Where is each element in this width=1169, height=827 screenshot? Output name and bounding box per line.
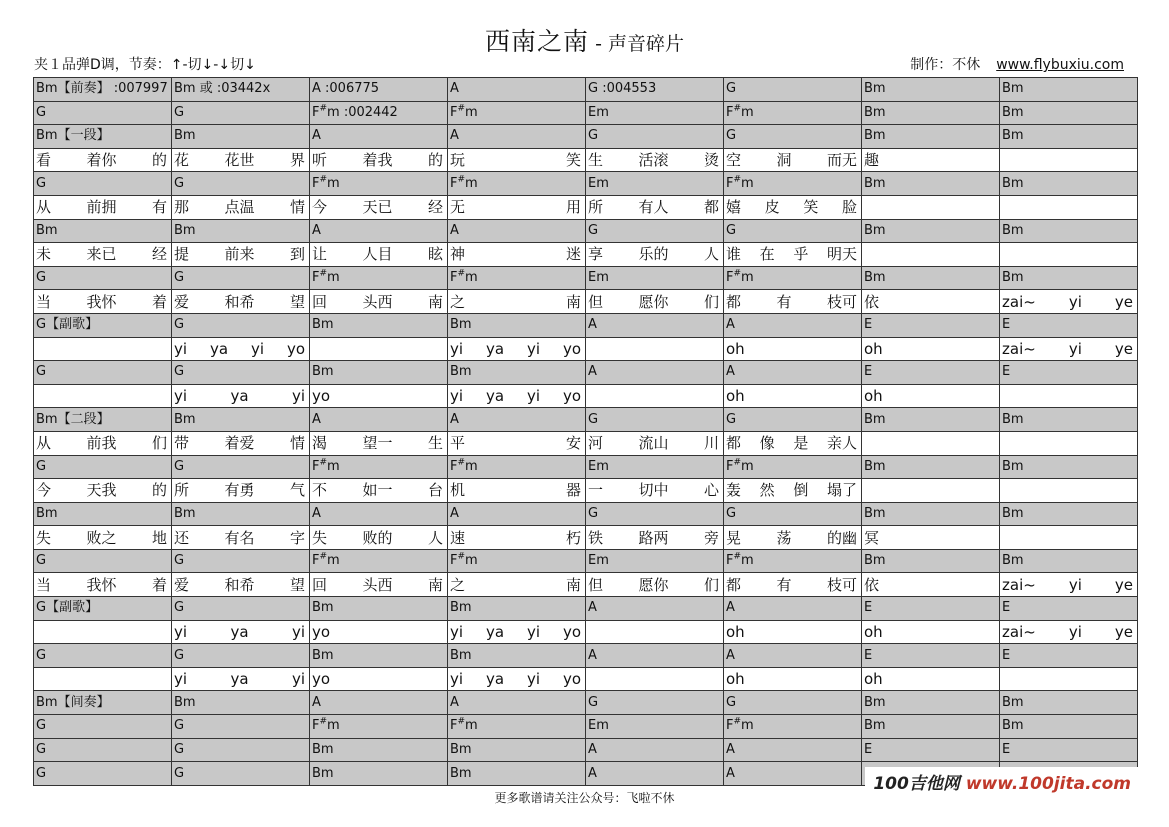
chord-cell: G xyxy=(34,172,172,196)
lyric-cell xyxy=(1000,526,1138,550)
chord-cell: A xyxy=(448,502,586,526)
chord-cell: G xyxy=(34,101,172,125)
lyric-cell xyxy=(586,337,724,361)
lyric-row xyxy=(34,195,1138,219)
chord-cell: Bm【前奏】 :007997 xyxy=(34,78,172,102)
lyric-cell: 空 洞 而无 xyxy=(724,148,862,172)
chord-cell: G xyxy=(172,762,310,786)
chord-cell: Bm xyxy=(34,502,172,526)
chord-cell: Bm【间奏】 xyxy=(34,691,172,715)
chord-cell: Bm xyxy=(862,455,1000,479)
chord-cell: Em xyxy=(586,101,724,125)
lyric-cell xyxy=(1000,431,1138,455)
chord-cell: Bm xyxy=(172,219,310,243)
chord-cell: F#m xyxy=(310,549,448,573)
lyric-cell: 看 着你 的 xyxy=(34,148,172,172)
lyric-cell: 不 如一 台 xyxy=(310,479,448,503)
lyric-cell xyxy=(1000,479,1138,503)
chord-cell: Bm xyxy=(1000,101,1138,125)
lyric-cell: 机 器 xyxy=(448,479,586,503)
lyric-cell: 嬉 皮 笑 脸 xyxy=(724,195,862,219)
lyric-cell: 谁 在 乎 明天 xyxy=(724,243,862,267)
lyric-cell: 晃 荡 的幽 xyxy=(724,526,862,550)
chord-cell: Bm xyxy=(862,408,1000,432)
lyric-cell: 今 天我 的 xyxy=(34,479,172,503)
chord-cell: A xyxy=(724,361,862,385)
lyric-cell xyxy=(586,384,724,408)
chord-row xyxy=(34,361,1138,385)
chord-cell: E xyxy=(1000,597,1138,621)
lyric-cell: oh xyxy=(862,384,1000,408)
chord-cell: G xyxy=(724,78,862,102)
chord-cell: A xyxy=(586,644,724,668)
lyric-cell: 铁 路两 旁 xyxy=(586,526,724,550)
lyric-cell: 但 愿你 们 xyxy=(586,290,724,314)
chord-cell: Bm xyxy=(448,738,586,762)
lyric-cell: yi ya yi yo xyxy=(448,667,586,691)
lyric-cell: 都 像 是 亲人 xyxy=(724,431,862,455)
lyric-cell: 一 切中 心 xyxy=(586,479,724,503)
chord-row xyxy=(34,715,1138,739)
lyric-cell: yi ya yi xyxy=(172,667,310,691)
chord-cell: A xyxy=(448,408,586,432)
chord-cell: F#m xyxy=(310,455,448,479)
chord-cell: G xyxy=(34,361,172,385)
lyric-cell xyxy=(1000,148,1138,172)
chord-cell: E xyxy=(1000,644,1138,668)
chord-cell: G xyxy=(586,125,724,149)
chord-cell: Bm xyxy=(862,125,1000,149)
chord-cell: F#m xyxy=(310,172,448,196)
chord-cell: G【副歌】 xyxy=(34,597,172,621)
chord-row xyxy=(34,313,1138,337)
lyric-cell: 从 前拥 有 xyxy=(34,195,172,219)
lyric-cell xyxy=(1000,667,1138,691)
lyric-cell: 带 着爱 情 xyxy=(172,431,310,455)
lyric-cell: 花 花世 界 xyxy=(172,148,310,172)
credits xyxy=(910,54,1124,74)
lyric-cell: 当 我怀 着 xyxy=(34,573,172,597)
chord-cell: Bm xyxy=(310,361,448,385)
chord-sheet-table xyxy=(33,77,1138,786)
chord-cell: F#m xyxy=(724,172,862,196)
lyric-cell xyxy=(862,431,1000,455)
chord-cell: Bm xyxy=(448,313,586,337)
chord-cell: Bm xyxy=(172,125,310,149)
lyric-row xyxy=(34,573,1138,597)
lyric-cell: oh xyxy=(724,337,862,361)
lyric-row xyxy=(34,431,1138,455)
lyric-cell: 冥 xyxy=(862,526,1000,550)
lyric-cell: 还 有名 字 xyxy=(172,526,310,550)
chord-cell: F#m xyxy=(724,715,862,739)
chord-cell: A xyxy=(724,597,862,621)
capo-rhythm-note: 夹１品弹D调，节奏：↑-切↓-↓切↓ xyxy=(34,57,256,73)
chord-cell: G xyxy=(34,644,172,668)
chord-row xyxy=(34,738,1138,762)
chord-cell: Bm xyxy=(862,549,1000,573)
chord-cell: G xyxy=(34,455,172,479)
lyric-cell: 神 迷 xyxy=(448,243,586,267)
chord-cell: E xyxy=(1000,361,1138,385)
chord-cell: G xyxy=(172,101,310,125)
chord-cell: G xyxy=(172,738,310,762)
chord-cell: F#m xyxy=(724,549,862,573)
lyric-cell: yi ya yi yo xyxy=(448,620,586,644)
chord-cell: Em xyxy=(586,549,724,573)
chord-cell: Bm xyxy=(310,644,448,668)
chord-cell: G xyxy=(724,219,862,243)
chord-cell: Em xyxy=(586,715,724,739)
lyric-cell: 享 乐的 人 xyxy=(586,243,724,267)
chord-cell: A :006775 xyxy=(310,78,448,102)
chord-cell: F#m :002442 xyxy=(310,101,448,125)
footer-note: 更多歌谱请关注公众号：飞啦不休 xyxy=(494,791,675,805)
chord-cell: Bm xyxy=(1000,408,1138,432)
chord-sheet-body xyxy=(34,78,1138,786)
chord-cell: F#m xyxy=(448,172,586,196)
chord-cell: A xyxy=(586,762,724,786)
chord-cell: Bm xyxy=(172,408,310,432)
lyric-cell: 生 活滚 烫 xyxy=(586,148,724,172)
chord-cell: A xyxy=(586,313,724,337)
lyric-cell: yi ya yi xyxy=(172,384,310,408)
chord-cell: Bm xyxy=(862,172,1000,196)
chord-cell: E xyxy=(1000,313,1138,337)
lyric-row xyxy=(34,148,1138,172)
chord-cell: G xyxy=(586,691,724,715)
chord-cell: A xyxy=(310,691,448,715)
chord-cell: A xyxy=(310,219,448,243)
chord-cell: G xyxy=(172,266,310,290)
chord-cell: Bm xyxy=(448,597,586,621)
chord-cell: Bm xyxy=(310,313,448,337)
lyric-cell: 依 xyxy=(862,573,1000,597)
song-title xyxy=(0,22,1169,58)
song-artist: - 声音碎片 xyxy=(589,33,684,55)
chord-cell: A xyxy=(310,408,448,432)
chord-cell: A xyxy=(586,738,724,762)
chord-cell: A xyxy=(586,597,724,621)
lyric-row xyxy=(34,479,1138,503)
chord-row xyxy=(34,266,1138,290)
song-title-main: 西南之南 xyxy=(485,27,590,56)
chord-cell: G xyxy=(172,597,310,621)
lyric-cell: 提 前来 到 xyxy=(172,243,310,267)
lyric-cell: yi ya yi xyxy=(172,620,310,644)
lyric-row xyxy=(34,384,1138,408)
chord-cell: Bm xyxy=(1000,715,1138,739)
lyric-cell: 玩 笑 xyxy=(448,148,586,172)
lyric-cell: yo xyxy=(310,620,448,644)
chord-cell: G xyxy=(586,502,724,526)
chord-cell: A xyxy=(724,762,862,786)
chord-row xyxy=(34,219,1138,243)
lyric-cell: zai~ yi ye xyxy=(1000,290,1138,314)
chord-row xyxy=(34,644,1138,668)
lyric-cell xyxy=(1000,384,1138,408)
chord-row xyxy=(34,101,1138,125)
chord-cell: Em xyxy=(586,172,724,196)
chord-cell: Em xyxy=(586,266,724,290)
lyric-cell: 平 安 xyxy=(448,431,586,455)
chord-cell: G xyxy=(724,408,862,432)
chord-cell: A xyxy=(310,125,448,149)
chord-row xyxy=(34,125,1138,149)
chord-cell: G【副歌】 xyxy=(34,313,172,337)
lyric-cell: zai~ yi ye xyxy=(1000,620,1138,644)
chord-cell: Bm xyxy=(1000,502,1138,526)
lyric-cell: oh xyxy=(862,337,1000,361)
chord-cell: Bm xyxy=(862,691,1000,715)
chord-cell: G xyxy=(172,549,310,573)
chord-cell: A xyxy=(724,644,862,668)
chord-cell: G xyxy=(586,219,724,243)
lyric-cell xyxy=(1000,243,1138,267)
lyric-row xyxy=(34,526,1138,550)
chord-cell: A xyxy=(448,219,586,243)
lyric-cell: oh xyxy=(724,667,862,691)
chord-cell: Em xyxy=(586,455,724,479)
chord-cell: E xyxy=(862,313,1000,337)
chord-cell: A xyxy=(724,738,862,762)
chord-cell: Bm xyxy=(1000,125,1138,149)
chord-cell: F#m xyxy=(448,549,586,573)
lyric-cell: 失 败之 地 xyxy=(34,526,172,550)
chord-cell: Bm xyxy=(1000,266,1138,290)
chord-cell: G xyxy=(34,715,172,739)
lyric-cell: 让 人目 眩 xyxy=(310,243,448,267)
lyric-row xyxy=(34,667,1138,691)
lyric-cell: 爱 和希 望 xyxy=(172,573,310,597)
lyric-cell xyxy=(34,667,172,691)
chord-cell: Bm xyxy=(1000,549,1138,573)
chord-cell: G xyxy=(172,644,310,668)
lyric-cell: 依 xyxy=(862,290,1000,314)
chord-cell: A xyxy=(310,502,448,526)
chord-cell: Bm xyxy=(1000,78,1138,102)
chord-cell: A xyxy=(724,313,862,337)
chord-cell: E xyxy=(862,738,1000,762)
chord-cell: Bm xyxy=(1000,455,1138,479)
chord-cell: G xyxy=(172,313,310,337)
lyric-cell: 从 前我 们 xyxy=(34,431,172,455)
lyric-cell: 都 有 枝可 xyxy=(724,573,862,597)
chord-cell: Bm xyxy=(448,762,586,786)
chord-row xyxy=(34,78,1138,102)
chord-row xyxy=(34,455,1138,479)
chord-cell: Bm【二段】 xyxy=(34,408,172,432)
chord-cell: Bm xyxy=(310,738,448,762)
lyric-cell: 都 有 枝可 xyxy=(724,290,862,314)
chord-row xyxy=(34,172,1138,196)
lyric-cell: yi ya yi yo xyxy=(172,337,310,361)
lyric-cell: 所 有人 都 xyxy=(586,195,724,219)
chord-cell: A xyxy=(448,125,586,149)
lyric-cell xyxy=(862,479,1000,503)
chord-cell: Bm xyxy=(862,715,1000,739)
chord-cell: Bm xyxy=(1000,691,1138,715)
chord-cell: Bm xyxy=(1000,219,1138,243)
lyric-cell: 速 朽 xyxy=(448,526,586,550)
chord-cell: F#m xyxy=(448,715,586,739)
chord-row xyxy=(34,408,1138,432)
lyric-cell: zai~ yi ye xyxy=(1000,573,1138,597)
chord-row xyxy=(34,691,1138,715)
chord-cell: Bm xyxy=(1000,172,1138,196)
lyric-cell: 之 南 xyxy=(448,573,586,597)
lyric-cell: 无 用 xyxy=(448,195,586,219)
lyric-cell xyxy=(586,620,724,644)
lyric-row xyxy=(34,243,1138,267)
lyric-cell: 回 头西 南 xyxy=(310,290,448,314)
site-link[interactable]: www.flybuxiu.com xyxy=(996,57,1124,73)
chord-cell: F#m xyxy=(310,266,448,290)
lyric-cell: zai~ yi ye xyxy=(1000,337,1138,361)
chord-cell: Bm xyxy=(862,266,1000,290)
lyric-cell: 爱 和希 望 xyxy=(172,290,310,314)
lyric-cell: yi ya yi yo xyxy=(448,384,586,408)
chord-cell: Bm xyxy=(310,762,448,786)
lyric-cell xyxy=(586,667,724,691)
lyric-cell: oh xyxy=(862,620,1000,644)
credit-author: 制作：不休 xyxy=(910,57,981,73)
chord-cell: Bm xyxy=(862,502,1000,526)
chord-cell: G xyxy=(586,408,724,432)
lyric-row xyxy=(34,337,1138,361)
lyric-cell: oh xyxy=(724,620,862,644)
lyric-cell xyxy=(862,243,1000,267)
lyric-cell: 回 头西 南 xyxy=(310,573,448,597)
lyric-cell xyxy=(34,337,172,361)
chord-cell: G xyxy=(724,125,862,149)
chord-cell: G xyxy=(34,762,172,786)
chord-cell: Bm xyxy=(172,502,310,526)
lyric-cell: yo xyxy=(310,384,448,408)
chord-cell: A xyxy=(586,361,724,385)
lyric-cell: 河 流山 川 xyxy=(586,431,724,455)
chord-cell: Bm 或 :03442x xyxy=(172,78,310,102)
lyric-cell: 所 有勇 气 xyxy=(172,479,310,503)
lyric-cell xyxy=(310,337,448,361)
lyric-cell: 今 天已 经 xyxy=(310,195,448,219)
lyric-cell: 未 来已 经 xyxy=(34,243,172,267)
chord-cell: E xyxy=(862,361,1000,385)
chord-cell: G :004553 xyxy=(586,78,724,102)
lyric-cell: 听 着我 的 xyxy=(310,148,448,172)
watermark-url: www.100jita.com xyxy=(965,774,1131,794)
chord-row xyxy=(34,549,1138,573)
chord-cell: Bm xyxy=(34,219,172,243)
chord-cell: Bm xyxy=(310,597,448,621)
chord-cell: F#m xyxy=(724,266,862,290)
lyric-cell: 趣 xyxy=(862,148,1000,172)
chord-cell: F#m xyxy=(724,455,862,479)
lyric-cell: yo xyxy=(310,667,448,691)
chord-cell: F#m xyxy=(448,455,586,479)
lyric-cell: 渴 望一 生 xyxy=(310,431,448,455)
lyric-cell: yi ya yi yo xyxy=(448,337,586,361)
lyric-cell xyxy=(34,620,172,644)
watermark-brand: 100吉他网 xyxy=(873,774,960,794)
lyric-cell xyxy=(34,384,172,408)
chord-cell: G xyxy=(172,361,310,385)
chord-cell: F#m xyxy=(448,101,586,125)
chord-cell: E xyxy=(1000,738,1138,762)
chord-cell: G xyxy=(172,455,310,479)
lyric-cell xyxy=(1000,195,1138,219)
lyric-cell: 失 败的 人 xyxy=(310,526,448,550)
chord-cell: F#m xyxy=(448,266,586,290)
lyric-row xyxy=(34,290,1138,314)
lyric-cell: 之 南 xyxy=(448,290,586,314)
lyric-cell: 但 愿你 们 xyxy=(586,573,724,597)
chord-cell: Bm xyxy=(862,78,1000,102)
lyric-cell: oh xyxy=(862,667,1000,691)
lyric-cell: 当 我怀 着 xyxy=(34,290,172,314)
chord-cell: A xyxy=(448,78,586,102)
lyric-cell xyxy=(862,195,1000,219)
chord-cell: G xyxy=(172,715,310,739)
chord-cell: Bm【一段】 xyxy=(34,125,172,149)
chord-row xyxy=(34,502,1138,526)
chord-cell: Bm xyxy=(862,219,1000,243)
chord-cell: A xyxy=(448,691,586,715)
chord-cell: G xyxy=(34,738,172,762)
chord-cell: G xyxy=(172,172,310,196)
lyric-cell: 轰 然 倒 塌了 xyxy=(724,479,862,503)
chord-cell: F#m xyxy=(724,101,862,125)
chord-cell: Bm xyxy=(448,361,586,385)
chord-cell: G xyxy=(34,549,172,573)
chord-cell: E xyxy=(862,644,1000,668)
chord-cell: F#m xyxy=(310,715,448,739)
chord-cell: Bm xyxy=(862,101,1000,125)
chord-cell: G xyxy=(724,502,862,526)
lyric-row xyxy=(34,620,1138,644)
chord-cell: E xyxy=(862,597,1000,621)
chord-cell: G xyxy=(724,691,862,715)
lyric-cell: 那 点温 情 xyxy=(172,195,310,219)
chord-cell: Bm xyxy=(448,644,586,668)
chord-row xyxy=(34,597,1138,621)
lyric-cell: oh xyxy=(724,384,862,408)
chord-cell: G xyxy=(34,266,172,290)
chord-cell: Bm xyxy=(172,691,310,715)
